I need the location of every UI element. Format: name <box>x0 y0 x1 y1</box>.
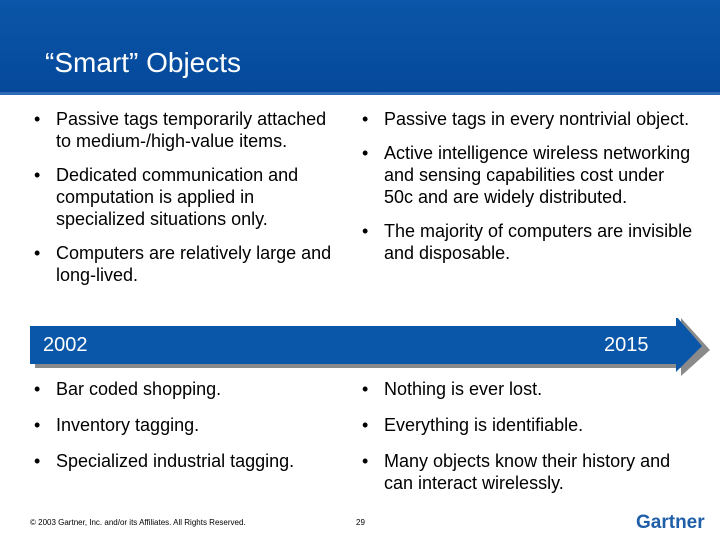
bullet-item <box>358 108 698 130</box>
gartner-logo: Gartner <box>636 512 705 533</box>
bullet-item <box>30 378 360 400</box>
bullet-text: Nothing is ever lost. <box>384 379 543 399</box>
bullet-text: Bar coded shopping. <box>56 379 222 399</box>
footer-page-number: 29 <box>356 518 365 527</box>
bullet-text: Dedicated communication and computation is applied in specialized situations only. <box>56 165 299 229</box>
bullet-text: Computers are relatively large and long-lived. <box>56 243 332 285</box>
bullet-text: The majority of computers are invisible and disposable. <box>384 221 693 263</box>
bullet-text: Passive tags temporarily attached to medium-/high-value items. <box>56 109 327 151</box>
bullet-item <box>30 450 360 472</box>
bullet-item <box>358 220 698 264</box>
timeline-arrow <box>30 318 710 376</box>
bullet-dot-icon: • <box>34 243 41 263</box>
bullet-text: Passive tags in every nontrivial object. <box>384 109 690 129</box>
top-left-column <box>30 108 340 298</box>
bullet-text: Everything is identifiable. <box>384 415 584 435</box>
bullet-text: Specialized industrial tagging. <box>56 451 295 471</box>
bullet-item <box>358 142 698 208</box>
footer-copyright: © 2003 Gartner, Inc. and/or its Affiliates. All Rights Reserved. <box>30 518 246 527</box>
slide-title: “Smart” Objects <box>45 47 242 78</box>
bullet-dot-icon: • <box>34 415 41 435</box>
bullet-item <box>358 414 698 436</box>
bullet-dot-icon: • <box>362 221 369 241</box>
timeline-arrow-body <box>30 318 702 372</box>
bullet-text: Inventory tagging. <box>56 415 200 435</box>
bullet-dot-icon: • <box>34 109 41 129</box>
bullet-dot-icon: • <box>362 415 369 435</box>
timeline-end-year: 2015 <box>604 334 649 356</box>
timeline-start-year: 2002 <box>43 334 88 356</box>
title-rule <box>0 92 720 95</box>
bullet-text: Many objects know their history and can interact wirelessly. <box>384 451 671 493</box>
bullet-item <box>358 450 698 494</box>
bullet-dot-icon: • <box>362 379 369 399</box>
bullet-dot-icon: • <box>362 109 369 129</box>
bullet-dot-icon: • <box>34 379 41 399</box>
bottom-left-column <box>30 378 360 484</box>
bullet-item <box>30 242 340 286</box>
bullet-item <box>30 108 340 152</box>
bullet-dot-icon: • <box>362 143 369 163</box>
bullet-dot-icon: • <box>362 451 369 471</box>
bottom-right-column <box>358 378 698 506</box>
bullet-text: Active intelligence wireless networking and sensing capabilities cost under 50c and are widely distributed. <box>384 143 691 207</box>
bullet-dot-icon: • <box>34 451 41 471</box>
bullet-dot-icon: • <box>34 165 41 185</box>
top-right-column <box>358 108 698 276</box>
bullet-item <box>358 378 698 400</box>
bullet-item <box>30 414 360 436</box>
bullet-item <box>30 164 340 230</box>
